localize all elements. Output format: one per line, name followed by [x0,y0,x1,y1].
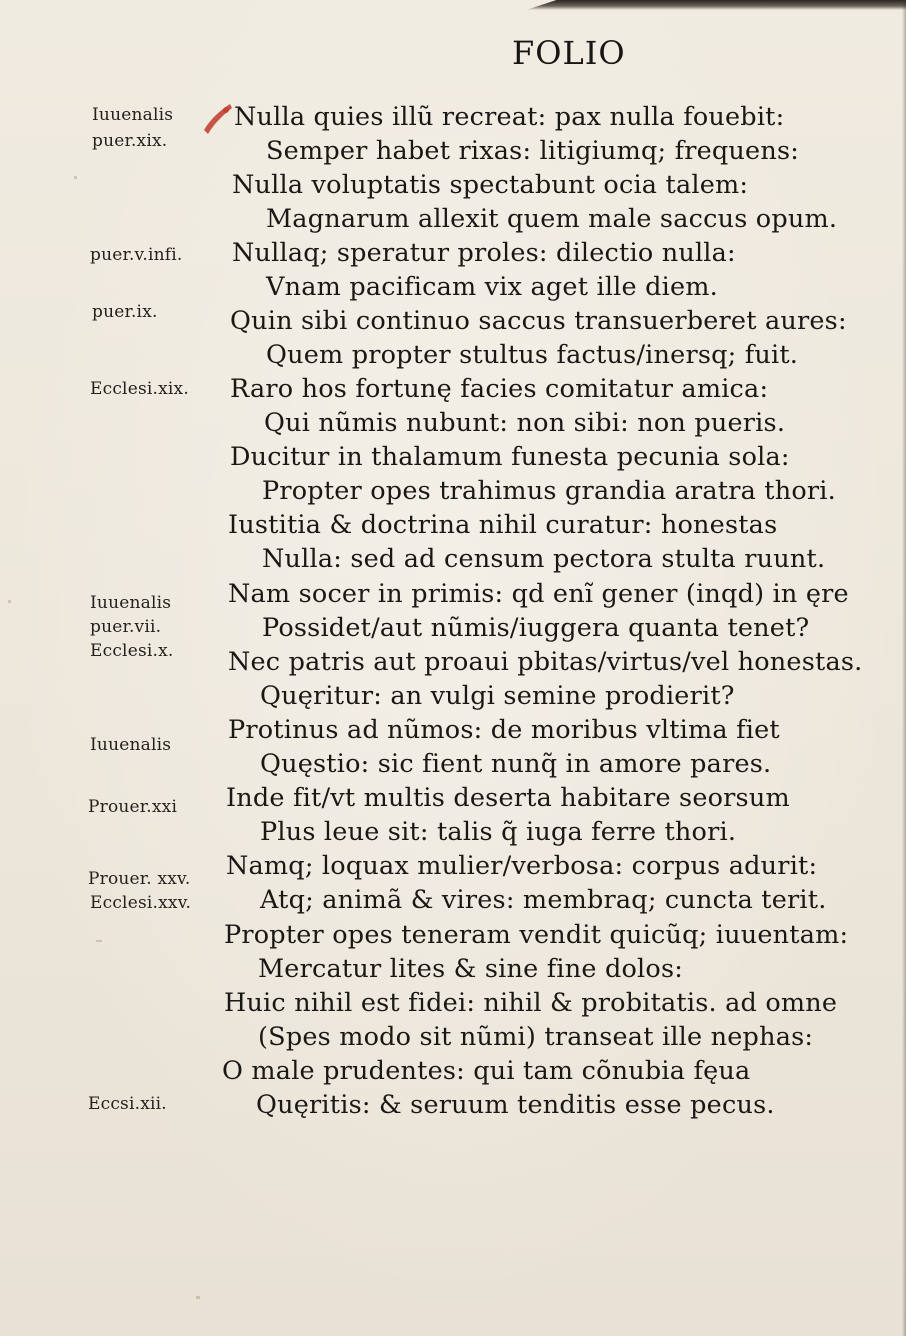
verse-line: Mercatur lites & sine fine dolos: [258,954,684,984]
margin-note: puer.ix. [92,302,158,322]
margin-note: Ecclesi.xix. [90,379,189,399]
verse-line: Quem propter stultus factus/inersq; fuit. [266,340,799,370]
ink-speck [96,940,102,942]
next-leaf-edge [526,0,906,10]
margin-note: Iuuenalis [90,593,172,613]
verse-line: Nulla quies illũ recreat: pax nulla fouebit: [234,102,785,132]
verse-line: Atq; animã & vires: membraq; cuncta terit. [260,885,827,915]
margin-note: Ecclesi.x. [90,641,174,661]
verse-line: Plus leue sit: talis q̃ iuga ferre thori. [260,817,737,847]
margin-note: Iuuenalis [92,105,174,125]
verse-line: Ducitur in thalamum funesta pecunia sola: [230,442,790,472]
verse-line: Magnarum allexit quem male saccus opum. [266,204,838,234]
verse-line: Nulla voluptatis spectabunt ocia talem: [232,170,749,200]
margin-note: Prouer.xxi [88,797,178,817]
verse-line: Nec patris aut proaui pbitas/virtus/vel honestas. [228,647,863,677]
verse-line: Raro hos fortunę facies comitatur amica: [230,374,769,404]
page-edge-shadow [902,0,906,1336]
verse-line: Vnam pacificam vix aget ille diem. [266,272,718,302]
margin-note: puer.vii. [90,617,162,637]
margin-note: Eccsi.xii. [88,1094,167,1114]
verse-line: Iustitia & doctrina nihil curatur: honestas [228,510,778,540]
red-ink-mark [196,98,236,138]
verse-line: Propter opes teneram vendit quicũq; iuuentam: [224,920,849,950]
folio-header: FOLIO [512,34,626,72]
ink-speck [8,600,11,603]
verse-line: (Spes modo sit nũmi) transeat ille nephas: [258,1022,814,1052]
margin-note: Ecclesi.xxv. [90,893,192,913]
ink-speck [196,1296,200,1299]
ink-speck [74,176,77,179]
verse-line: Nam socer in primis: qd enĩ gener (inqd) in ęre [228,579,849,609]
margin-note: puer.v.infi. [90,245,183,265]
verse-line: Quęstio: sic fient nunq̃ in amore pares. [260,749,772,779]
verse-line: Quęritis: & seruum tenditis esse pecus. [256,1090,775,1120]
verse-line: Namq; loquax mulier/verbosa: corpus adurit: [226,851,818,881]
margin-note: puer.xix. [92,131,168,151]
margin-note: Prouer. xxv. [88,869,191,889]
verse-line: O male prudentes: qui tam cõnubia fęua [222,1056,751,1086]
verse-line: Quęritur: an vulgi semine prodierit? [260,681,735,711]
verse-line: Quin sibi continuo saccus transuerberet aures: [230,306,847,336]
margin-note: Iuuenalis [90,735,172,755]
verse-line: Propter opes trahimus grandia aratra thori. [262,476,836,506]
verse-line: Nullaq; speratur proles: dilectio nulla: [232,238,736,268]
verse-line: Nulla: sed ad censum pectora stulta ruunt. [262,544,826,574]
verse-line: Semper habet rixas: litigiumq; frequens: [266,136,800,166]
verse-line: Qui nũmis nubunt: non sibi: non pueris. [264,408,786,438]
verse-line: Huic nihil est fidei: nihil & probitatis. ad omne [224,988,838,1018]
verse-line: Possidet/aut nũmis/iuggera quanta tenet? [262,613,810,643]
verse-line: Inde fit/vt multis deserta habitare seorsum [226,783,790,813]
verse-line: Protinus ad nũmos: de moribus vltima fiet [228,715,780,745]
